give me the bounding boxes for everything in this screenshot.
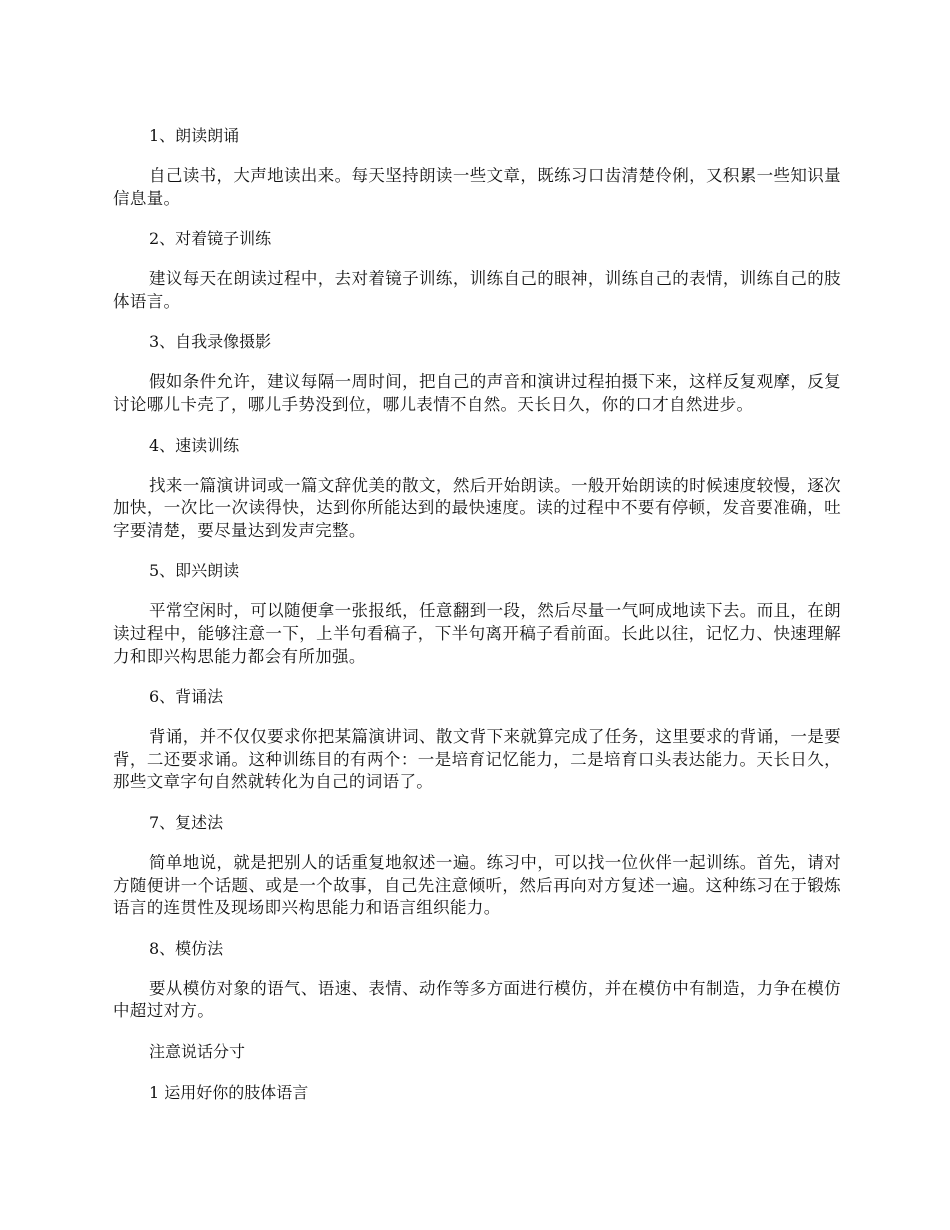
section-body-2: 建议每天在朗读过程中，去对着镜子训练，训练自己的眼神，训练自己的表情，训练自己的肢体语言。 [113,269,841,311]
section-body-7: 简单地说，就是把别人的话重复地叙述一遍。练习中，可以找一位伙伴一起训练。首先，请对方随便讲一个话题、或是一个故事，自己先注意倾听，然后再向对方复述一遍。这种练习在于锻炼语言的连贯性及现场即兴构思能力和语言组织能力。 [113,852,841,918]
section-body-5: 平常空闲时，可以随便拿一张报纸，任意翻到一段，然后尽量一气呵成地读下去。而且，在朗读过程中，能够注意一下，上半句看稿子，下半句离开稿子看前面。长此以往，记忆力、快速理解力和即兴构思能力都会有所加强。 [113,601,841,666]
section-heading-1: 1、朗读朗诵 [149,126,240,145]
section-body-1: 自己读书，大声地读出来。每天坚持朗读一些文章，既练习口齿清楚伶俐，又积累一些知识量信息量。 [113,166,841,208]
section-heading-3: 3、自我录像摄影 [149,332,272,352]
section-heading-2: 2、对着镜子训练 [149,229,272,249]
list-item-body-language: 1 运用好你的肢体语言 [149,1082,309,1102]
section-heading-8: 8、模仿法 [149,938,224,958]
section-heading-7: 7、复述法 [149,812,224,832]
note-heading: 注意说话分寸 [149,1041,246,1061]
section-heading-5: 5、即兴朗读 [149,561,240,581]
section-heading-4: 4、速读训练 [149,435,240,455]
section-body-6: 背诵，并不仅仅要求你把某篇演讲词、散文背下来就算完成了任务，这里要求的背诵，一是要背，二还要求诵。这种训练目的有两个：一是培育记忆能力，二是培育口头表达能力。天长日久，那些文章字句自然就转化为自己的词语了。 [113,727,841,792]
document-page [113,124,841,1122]
section-body-4: 找来一篇演讲词或一篇文辞优美的散文，然后开始朗读。一般开始朗读的时候速度较慢，逐次加快，一次比一次读得快，达到你所能达到的最快速度。读的过程中不要有停顿，发音要准确，吐字要清楚，要尽量达到发声完整。 [113,475,841,540]
section-body-3: 假如条件允许，建议每隔一周时间，把自己的声音和演讲过程拍摄下来，这样反复观摩，反复讨论哪儿卡壳了，哪儿手势没到位，哪儿表情不自然。天长日久，你的口才自然进步。 [113,372,841,414]
section-heading-6: 6、背诵法 [149,687,224,707]
section-body-8: 要从模仿对象的语气、语速、表情、动作等多方面进行模仿，并在模仿中有制造，力争在模仿中超过对方。 [113,978,841,1021]
